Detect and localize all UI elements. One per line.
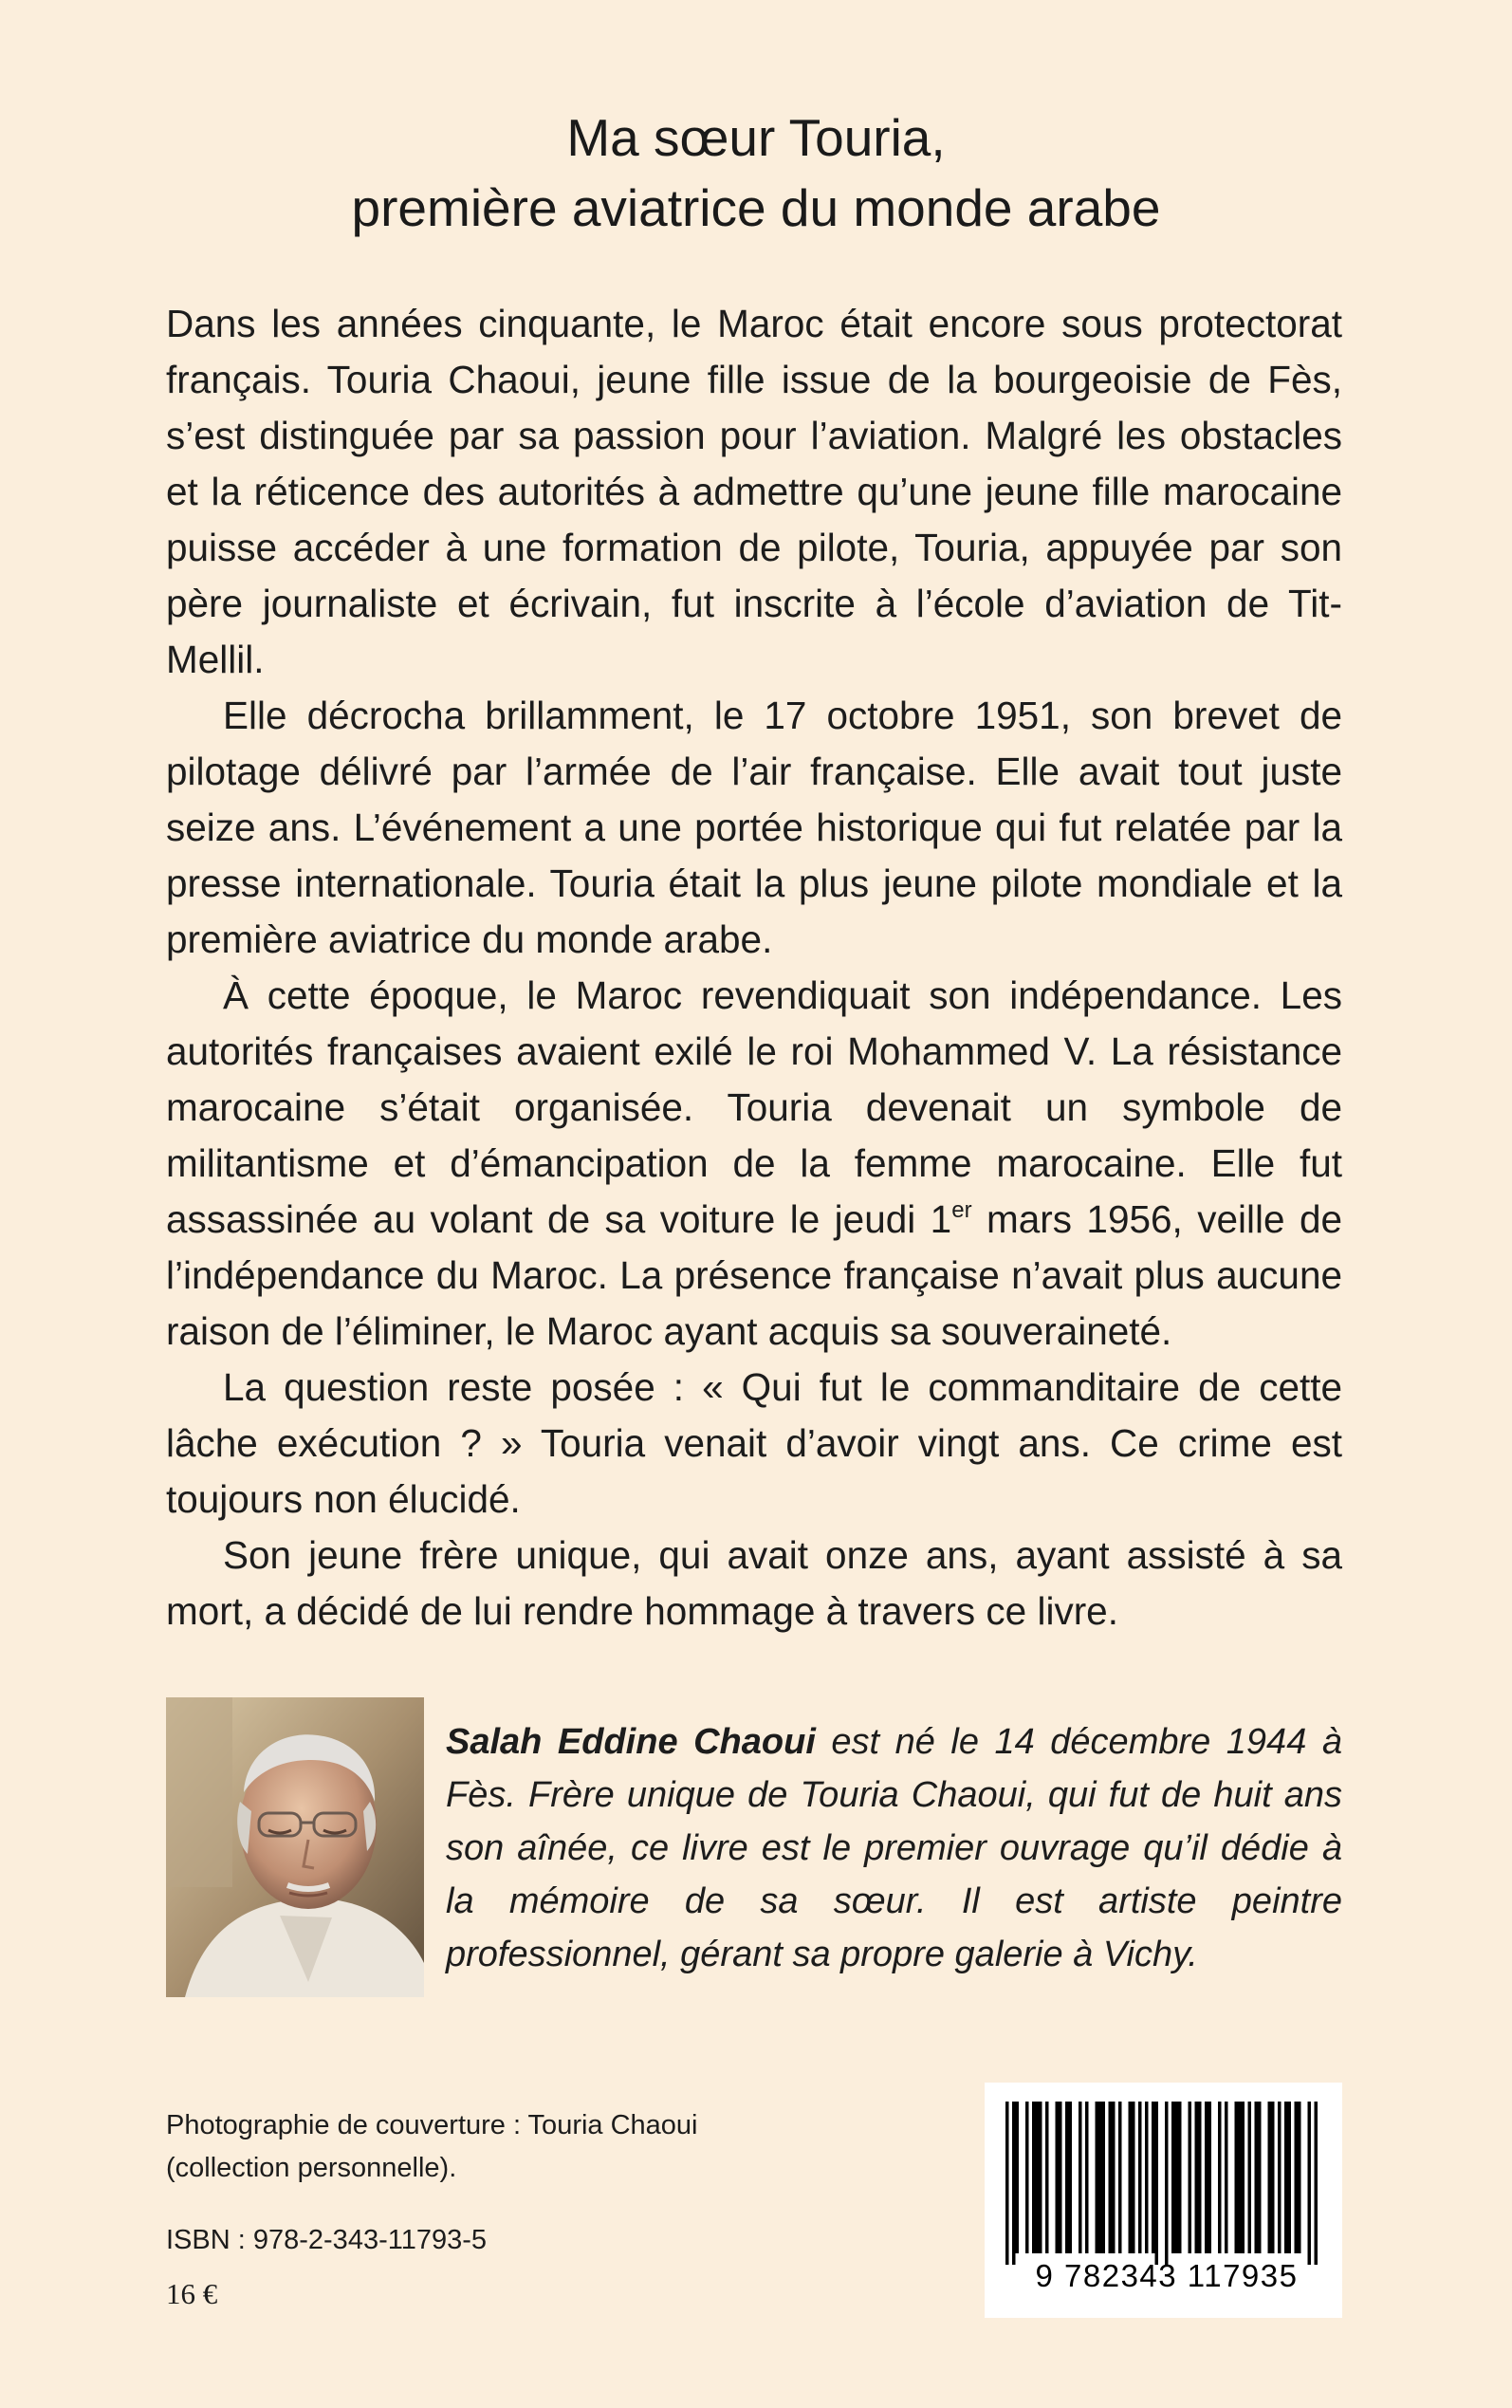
barcode-bar (1065, 2102, 1069, 2253)
barcode-bar (1255, 2102, 1259, 2253)
barcode-bar (1189, 2102, 1192, 2253)
barcode-bar (1138, 2102, 1142, 2253)
barcode-bar (1178, 2102, 1182, 2253)
barcode-bar (1039, 2102, 1042, 2253)
barcode-bar (1258, 2102, 1262, 2253)
barcode-bar (1208, 2102, 1212, 2253)
barcode-bar (1155, 2102, 1159, 2265)
biography-text: est né le 14 décembre 1944 à Fès. Frère unique de Touria Chaoui, qui fut de huit ans son aînée, ce livre est le premier ouvrage qu’il dédie à la mémoire de sa sœur. Il est artiste peintre professionnel, gérant sa propre galerie à Vichy. (446, 1722, 1342, 1974)
author-photo (166, 1697, 424, 1997)
barcode-bar (1012, 2102, 1016, 2265)
barcode-bar (1032, 2102, 1036, 2253)
barcode (985, 2083, 1342, 2318)
author-biography (446, 1715, 1342, 1981)
barcode-bar (1056, 2102, 1060, 2253)
barcode-bar (1284, 2102, 1288, 2253)
barcode-bar (1152, 2102, 1155, 2253)
barcode-bar (1288, 2102, 1292, 2253)
barcode-bar (1195, 2102, 1199, 2253)
barcode-bar (1295, 2102, 1299, 2253)
barcode-bar (1016, 2102, 1020, 2253)
ordinal-superscript: er (951, 1197, 972, 1223)
barcode-bar (1079, 2102, 1082, 2253)
barcode-bar (1248, 2102, 1252, 2253)
barcode-bar (1059, 2102, 1062, 2253)
barcode-bar (1198, 2102, 1202, 2253)
author-portrait-illustration (166, 1697, 424, 1997)
barcode-bar (1238, 2102, 1242, 2253)
back-cover-summary (166, 296, 1342, 1639)
barcode-bar (1102, 2102, 1106, 2253)
barcode-bar (1205, 2102, 1208, 2253)
barcode-bar (1225, 2102, 1228, 2253)
barcode-bar (1298, 2102, 1301, 2253)
barcode-bar (1132, 2102, 1135, 2253)
barcode-bar (1218, 2102, 1222, 2253)
barcode-bar (1129, 2102, 1133, 2253)
barcode-bar (1242, 2102, 1245, 2253)
barcode-bar (1098, 2102, 1102, 2253)
barcode-bar (1025, 2102, 1029, 2253)
photo-credit-line-2: (collection personnelle). (166, 2153, 457, 2183)
photo-credit-line-1: Photographie de couverture : Touria Chaoui (166, 2110, 698, 2140)
barcode-bar (1069, 2102, 1073, 2253)
barcode-bar (1109, 2102, 1113, 2253)
barcode-bar (1112, 2102, 1116, 2253)
summary-paragraph-2: Elle décrocha brillamment, le 17 octobre 1951, son brevet de pilotage délivré par l’armée de l’air française. Elle avait tout juste seize ans. L’événement a une portée historique qui fut relatée par la presse internationale. Touria était la plus jeune pilote mondiale et la première aviatrice du monde arabe. (166, 694, 1342, 961)
barcode-bar (1145, 2102, 1149, 2253)
barcode-digits: 9 782343 117935 (1035, 2258, 1299, 2293)
title-line-2: première aviatrice du monde arabe (351, 178, 1161, 237)
book-title (0, 102, 1512, 243)
summary-paragraph-5: Son jeune frère unique, qui avait onze ans, ayant assisté à sa mort, a décidé de lui rendre hommage à travers ce livre. (166, 1533, 1342, 1633)
summary-paragraph-3 (166, 968, 1342, 1360)
paragraph-3-part-2: mars 1956, veille de l’indépendance du Maroc. La présence française n’avait plus aucune raison de l’éliminer, le Maroc ayant acquis sa souveraineté. (166, 1197, 1342, 1353)
barcode-bar (1271, 2102, 1275, 2253)
summary-paragraph-1: Dans les années cinquante, le Maroc était encore sous protectorat français. Touria Chaoui, jeune fille issue de la bourgeoisie de Fès, s’est distinguée par sa passion pour l’aviation. Malgré les obstacles et la réticence des autorités à admettre qu’une jeune fille marocaine puisse accéder à une formation de pilote, Touria, appuyée par son père journaliste et écrivain, fut inscrite à l’école d’aviation de Tit-Mellil. (166, 302, 1342, 681)
barcode-bar (1165, 2102, 1169, 2265)
barcode-bar (1235, 2102, 1239, 2253)
barcode-bar (1315, 2102, 1318, 2265)
barcode-bar (1085, 2102, 1089, 2253)
barcode-bar (1096, 2102, 1099, 2253)
photo-credit (166, 2104, 698, 2190)
paragraph-3-part-1: À cette époque, le Maroc revendiquait son indépendance. Les autorités françaises avaient exilé le roi Mohammed V. La résistance marocaine s’était organisée. Touria devenait un symbole de militantisme et d’émancipation de la femme marocaine. Elle fut assassinée au volant de sa voiture le jeudi 1 (166, 973, 1342, 1241)
barcode-bar (1268, 2102, 1272, 2253)
isbn: ISBN : 978-2-343-11793-5 (166, 2225, 488, 2255)
barcode-bar (1175, 2102, 1179, 2253)
barcode-bar (1045, 2102, 1049, 2253)
price: 16 € (166, 2277, 218, 2310)
author-name: Salah Eddine Chaoui (446, 1722, 816, 1762)
title-line-1: Ma sœur Touria, (566, 108, 946, 167)
barcode-bar (1036, 2102, 1040, 2253)
barcode-bar (1308, 2102, 1312, 2265)
barcode-bar (1118, 2102, 1122, 2253)
barcode-bar (1005, 2102, 1009, 2265)
barcode-bar (1171, 2102, 1175, 2253)
summary-paragraph-4: La question reste posée : « Qui fut le commanditaire de cette lâche exécution ? » Touria venait d’avoir vingt ans. Ce crime est toujours non élucidé. (166, 1365, 1342, 1521)
barcode-bar (1278, 2102, 1282, 2253)
